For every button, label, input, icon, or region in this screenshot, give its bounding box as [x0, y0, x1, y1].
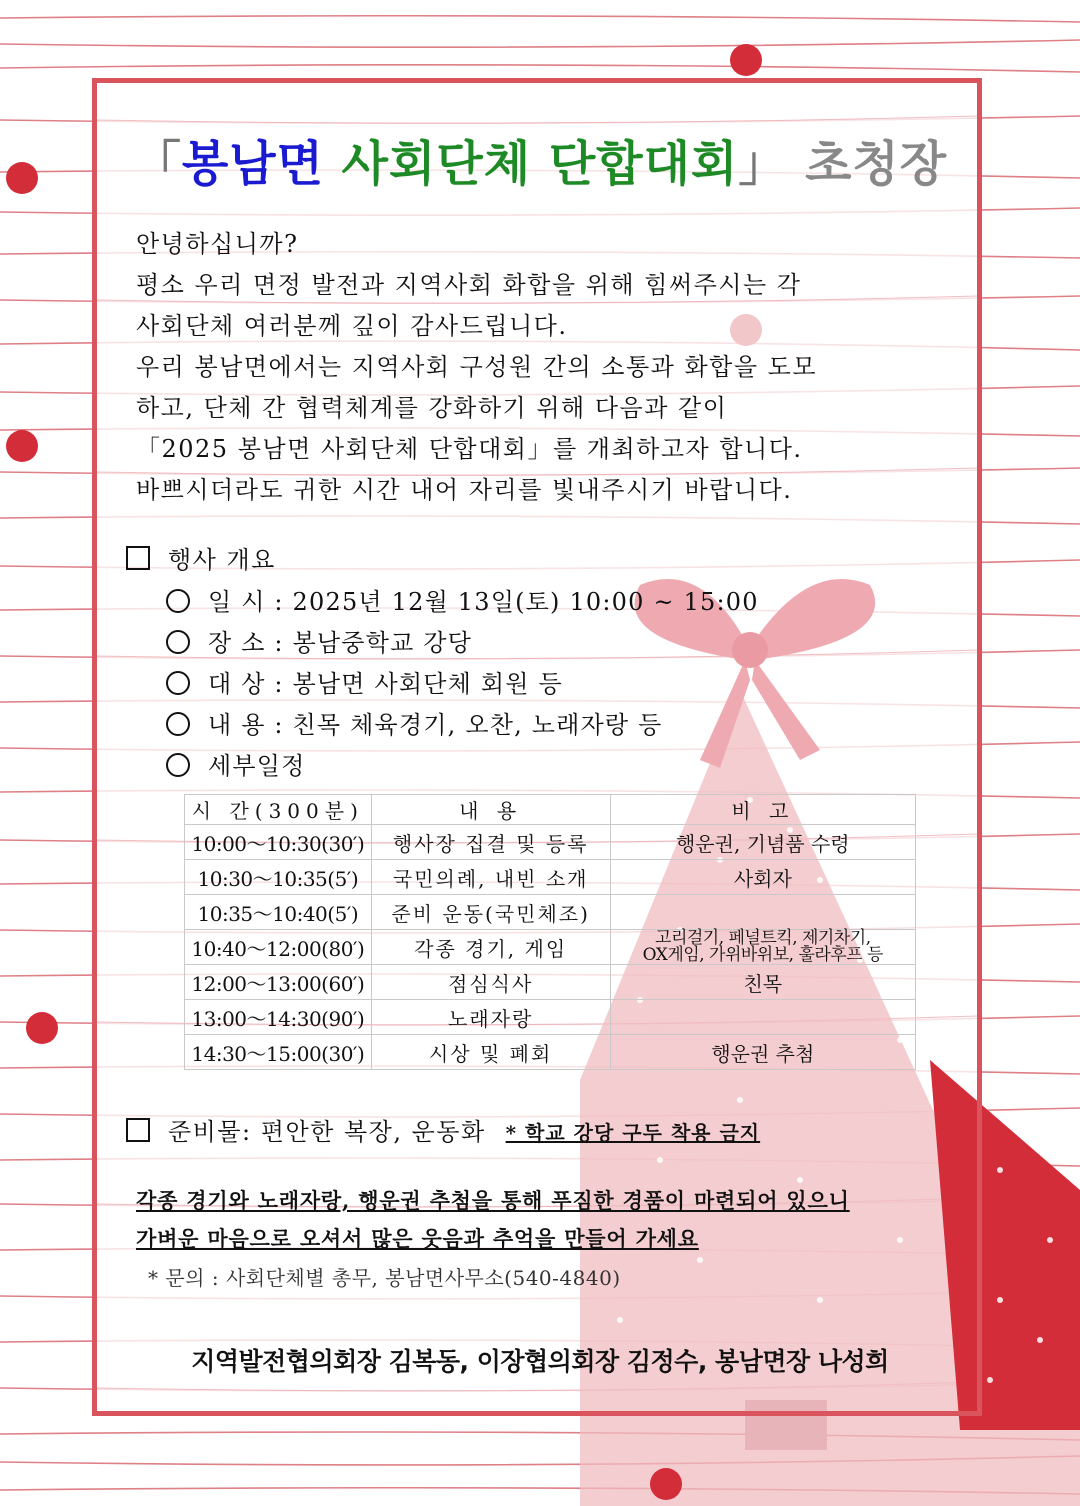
- table-row: [185, 895, 916, 930]
- closing-line: 가벼운 마음으로 오셔서 많은 웃음과 추억을 만들어 가세요: [136, 1226, 699, 1251]
- table-row: [185, 965, 916, 1000]
- cell-content: 점심식사: [371, 965, 610, 1000]
- cell-note: 친목: [610, 965, 915, 1000]
- header-content: 내 용: [371, 795, 610, 825]
- list-item: [166, 664, 759, 705]
- circle-bullet-icon: [166, 589, 190, 613]
- cell-note: 행운권 추첨: [610, 1035, 915, 1070]
- list-item: [166, 746, 759, 787]
- circle-bullet-icon: [166, 630, 190, 654]
- intro-line: 우리 봉남면에서는 지역사회 구성원 간의 소통과 화합을 도모: [136, 353, 818, 381]
- header-time: 시 간(300분): [185, 795, 372, 825]
- title-close-bracket: 」: [738, 136, 788, 192]
- cell-content: 행사장 집결 및 등록: [371, 825, 610, 860]
- title-suffix: 초청장: [805, 136, 948, 192]
- cell-time: 13:00～14:30(90′): [185, 1000, 372, 1035]
- intro-line: 「2025 봉남면 사회단체 단합대회」를 개최하고자 합니다.: [136, 435, 803, 463]
- header-note: 비 고: [610, 795, 915, 825]
- table-row: [185, 930, 916, 965]
- cell-time: 10:40～12:00(80′): [185, 930, 372, 965]
- cell-time: 10:35～10:40(5′): [185, 895, 372, 930]
- cell-time: 10:30～10:35(5′): [185, 860, 372, 895]
- cell-content: 시상 및 폐회: [371, 1035, 610, 1070]
- cell-time: 10:00～10:30(30′): [185, 825, 372, 860]
- cell-note: 행운권, 기념품 수령: [610, 825, 915, 860]
- signature-line: 지역발전협의회장 김복동, 이장협의회장 김정수, 봉남면장 나성희: [191, 1347, 889, 1376]
- table-row: [185, 1035, 916, 1070]
- list-item-text: 대 상 : 봉남면 사회단체 회원 등: [208, 670, 563, 698]
- cell-time: 14:30～15:00(30′): [185, 1035, 372, 1070]
- cell-note: [610, 1000, 915, 1035]
- intro-paragraph: [136, 224, 916, 511]
- closing-message: [136, 1182, 850, 1258]
- cell-content: 국민의례, 내빈 소개: [371, 860, 610, 895]
- closing-line: 각종 경기와 노래자랑, 행운권 추첨을 통해 푸짐한 경품이 마련되어 있으니: [136, 1188, 850, 1213]
- list-item-text: 내 용 : 친목 체육경기, 오찬, 노래자랑 등: [208, 711, 663, 739]
- title-event: 사회단체 단합대회: [341, 136, 739, 192]
- overview-heading: [126, 540, 276, 575]
- intro-line: 평소 우리 면정 발전과 지역사회 화합을 위해 힘써주시는 각: [136, 271, 802, 299]
- contact-info: * 문의 : 사회단체별 총무, 봉남면사무소(540-4840): [148, 1266, 621, 1290]
- intro-line: 바쁘시더라도 귀한 시간 내어 자리를 빛내주시기 바랍니다.: [136, 476, 793, 504]
- list-item: [166, 705, 759, 746]
- cell-content: 노래자랑: [371, 1000, 610, 1035]
- checkbox-square-icon: [126, 1118, 150, 1142]
- table-row: [185, 860, 916, 895]
- table-row: [185, 1000, 916, 1035]
- overview-heading-text: 행사 개요: [168, 546, 276, 574]
- circle-bullet-icon: [166, 712, 190, 736]
- list-item: [166, 582, 759, 623]
- cell-note: [610, 930, 915, 965]
- page-title: [0, 125, 1080, 194]
- list-item-text: 장 소 : 봉남중학교 강당: [208, 629, 473, 657]
- table-row: [185, 825, 916, 860]
- circle-bullet-icon: [166, 753, 190, 777]
- cell-content: 각종 경기, 게임: [371, 930, 610, 965]
- preparation-text: 준비물: 편안한 복장, 운동화: [168, 1118, 486, 1146]
- cell-time: 12:00～13:00(60′): [185, 965, 372, 1000]
- intro-line: 사회단체 여러분께 깊이 감사드립니다.: [136, 312, 568, 340]
- preparation-section: [126, 1112, 760, 1147]
- cell-note-line: OX게임, 가위바위보, 훌라후프 등: [642, 945, 883, 965]
- checkbox-square-icon: [126, 546, 150, 570]
- list-item: [166, 623, 759, 664]
- schedule-table: [184, 794, 916, 1070]
- cell-note-line: 고리걸기, 페널트킥, 제기차기,: [655, 928, 871, 948]
- intro-line: 하고, 단체 간 협력체계를 강화하기 위해 다음과 같이: [136, 394, 728, 422]
- cell-note: 사회자: [610, 860, 915, 895]
- table-header-row: [185, 795, 916, 825]
- cell-content: 준비 운동(국민체조): [371, 895, 610, 930]
- overview-list: [166, 582, 759, 787]
- list-item-text: 세부일정: [208, 752, 306, 780]
- preparation-warning: * 학교 강당 구두 착용 금지: [505, 1121, 761, 1145]
- list-item-text: 일 시 : 2025년 12월 13일(토) 10:00 ~ 15:00: [208, 588, 759, 616]
- title-open-bracket: 「: [132, 136, 182, 192]
- intro-line: 안녕하십니까?: [136, 230, 299, 258]
- cell-note: [610, 895, 915, 930]
- title-place: 봉남면: [181, 136, 324, 192]
- circle-bullet-icon: [166, 671, 190, 695]
